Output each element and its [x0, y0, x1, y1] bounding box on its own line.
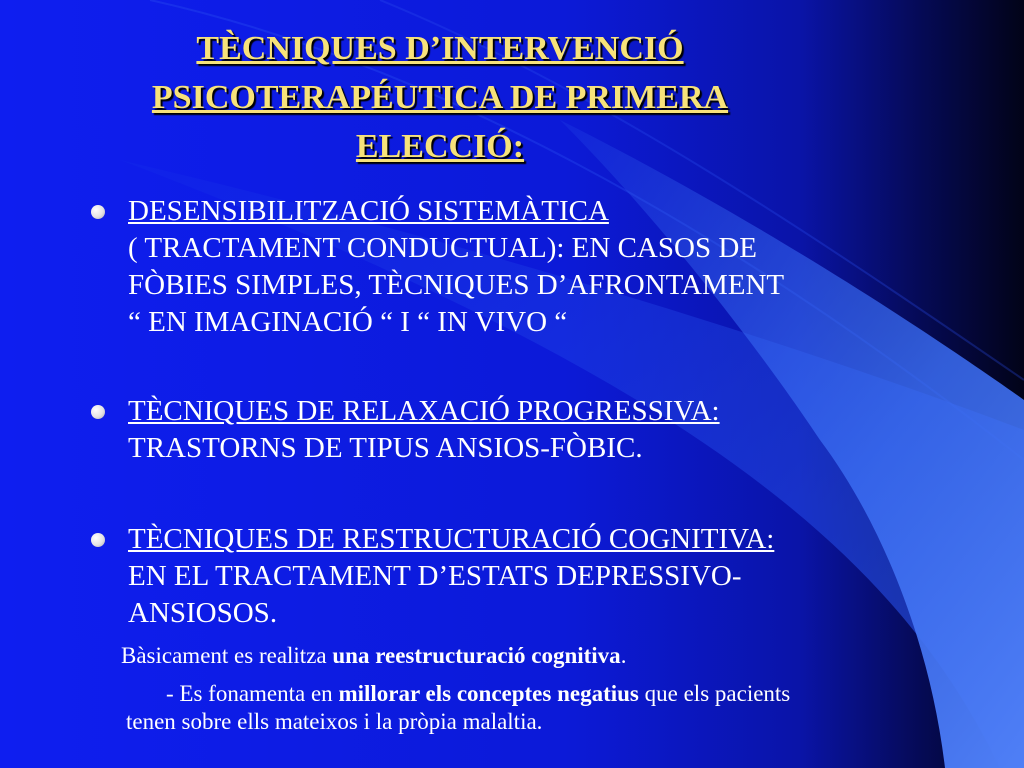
bullet-icon — [91, 533, 105, 547]
bullet-heading: DESENSIBILITZACIÓ SISTEMÀTICA — [128, 195, 609, 227]
bullet-icon — [91, 205, 105, 219]
note-bold-text: millorar els conceptes negatius — [338, 681, 639, 706]
bullet-heading: TÈCNIQUES DE RESTRUCTURACIÓ COGNITIVA: — [128, 523, 775, 555]
note-basicament — [121, 642, 626, 670]
bullet-line: TRASTORNS DE TIPUS ANSIOS-FÒBIC. — [128, 432, 643, 464]
note-text: - Es fonamenta en — [166, 681, 339, 706]
title-line-1: TÈCNIQUES D’INTERVENCIÓ — [196, 30, 684, 67]
bullet-line: FÒBIES SIMPLES, TÈCNIQUES D’AFRONTAMENT — [128, 269, 785, 301]
bullet-icon — [91, 405, 105, 419]
bullet-line: EN EL TRACTAMENT D’ESTATS DEPRESSIVO- — [128, 560, 742, 592]
note-fonamenta — [126, 680, 1006, 736]
note-text: que els pacients — [638, 681, 791, 706]
note-text: . — [620, 643, 627, 668]
note-bold-text: una reestructuració cognitiva — [332, 643, 621, 668]
bullet-item-restructuracio — [128, 521, 918, 632]
bullet-line: “ EN IMAGINACIÓ “ I “ IN VIVO “ — [128, 306, 568, 338]
bullet-item-relaxacio — [128, 393, 918, 467]
note-text: tenen sobre ells mateixos i la pròpia malaltia. — [126, 709, 543, 734]
bullet-line: ( TRACTAMENT CONDUCTUAL): EN CASOS DE — [128, 232, 757, 264]
slide-title — [60, 24, 820, 171]
title-line-3: ELECCIÓ: — [355, 128, 525, 165]
title-line-2: PSICOTERAPÉUTICA DE PRIMERA — [151, 79, 729, 116]
bullet-heading: TÈCNIQUES DE RELAXACIÓ PROGRESSIVA: — [128, 395, 720, 427]
note-text: Bàsicament es realitza — [121, 643, 333, 668]
bullet-item-desensibilitzacio — [128, 193, 918, 341]
bullet-line: ANSIOSOS. — [128, 597, 278, 629]
